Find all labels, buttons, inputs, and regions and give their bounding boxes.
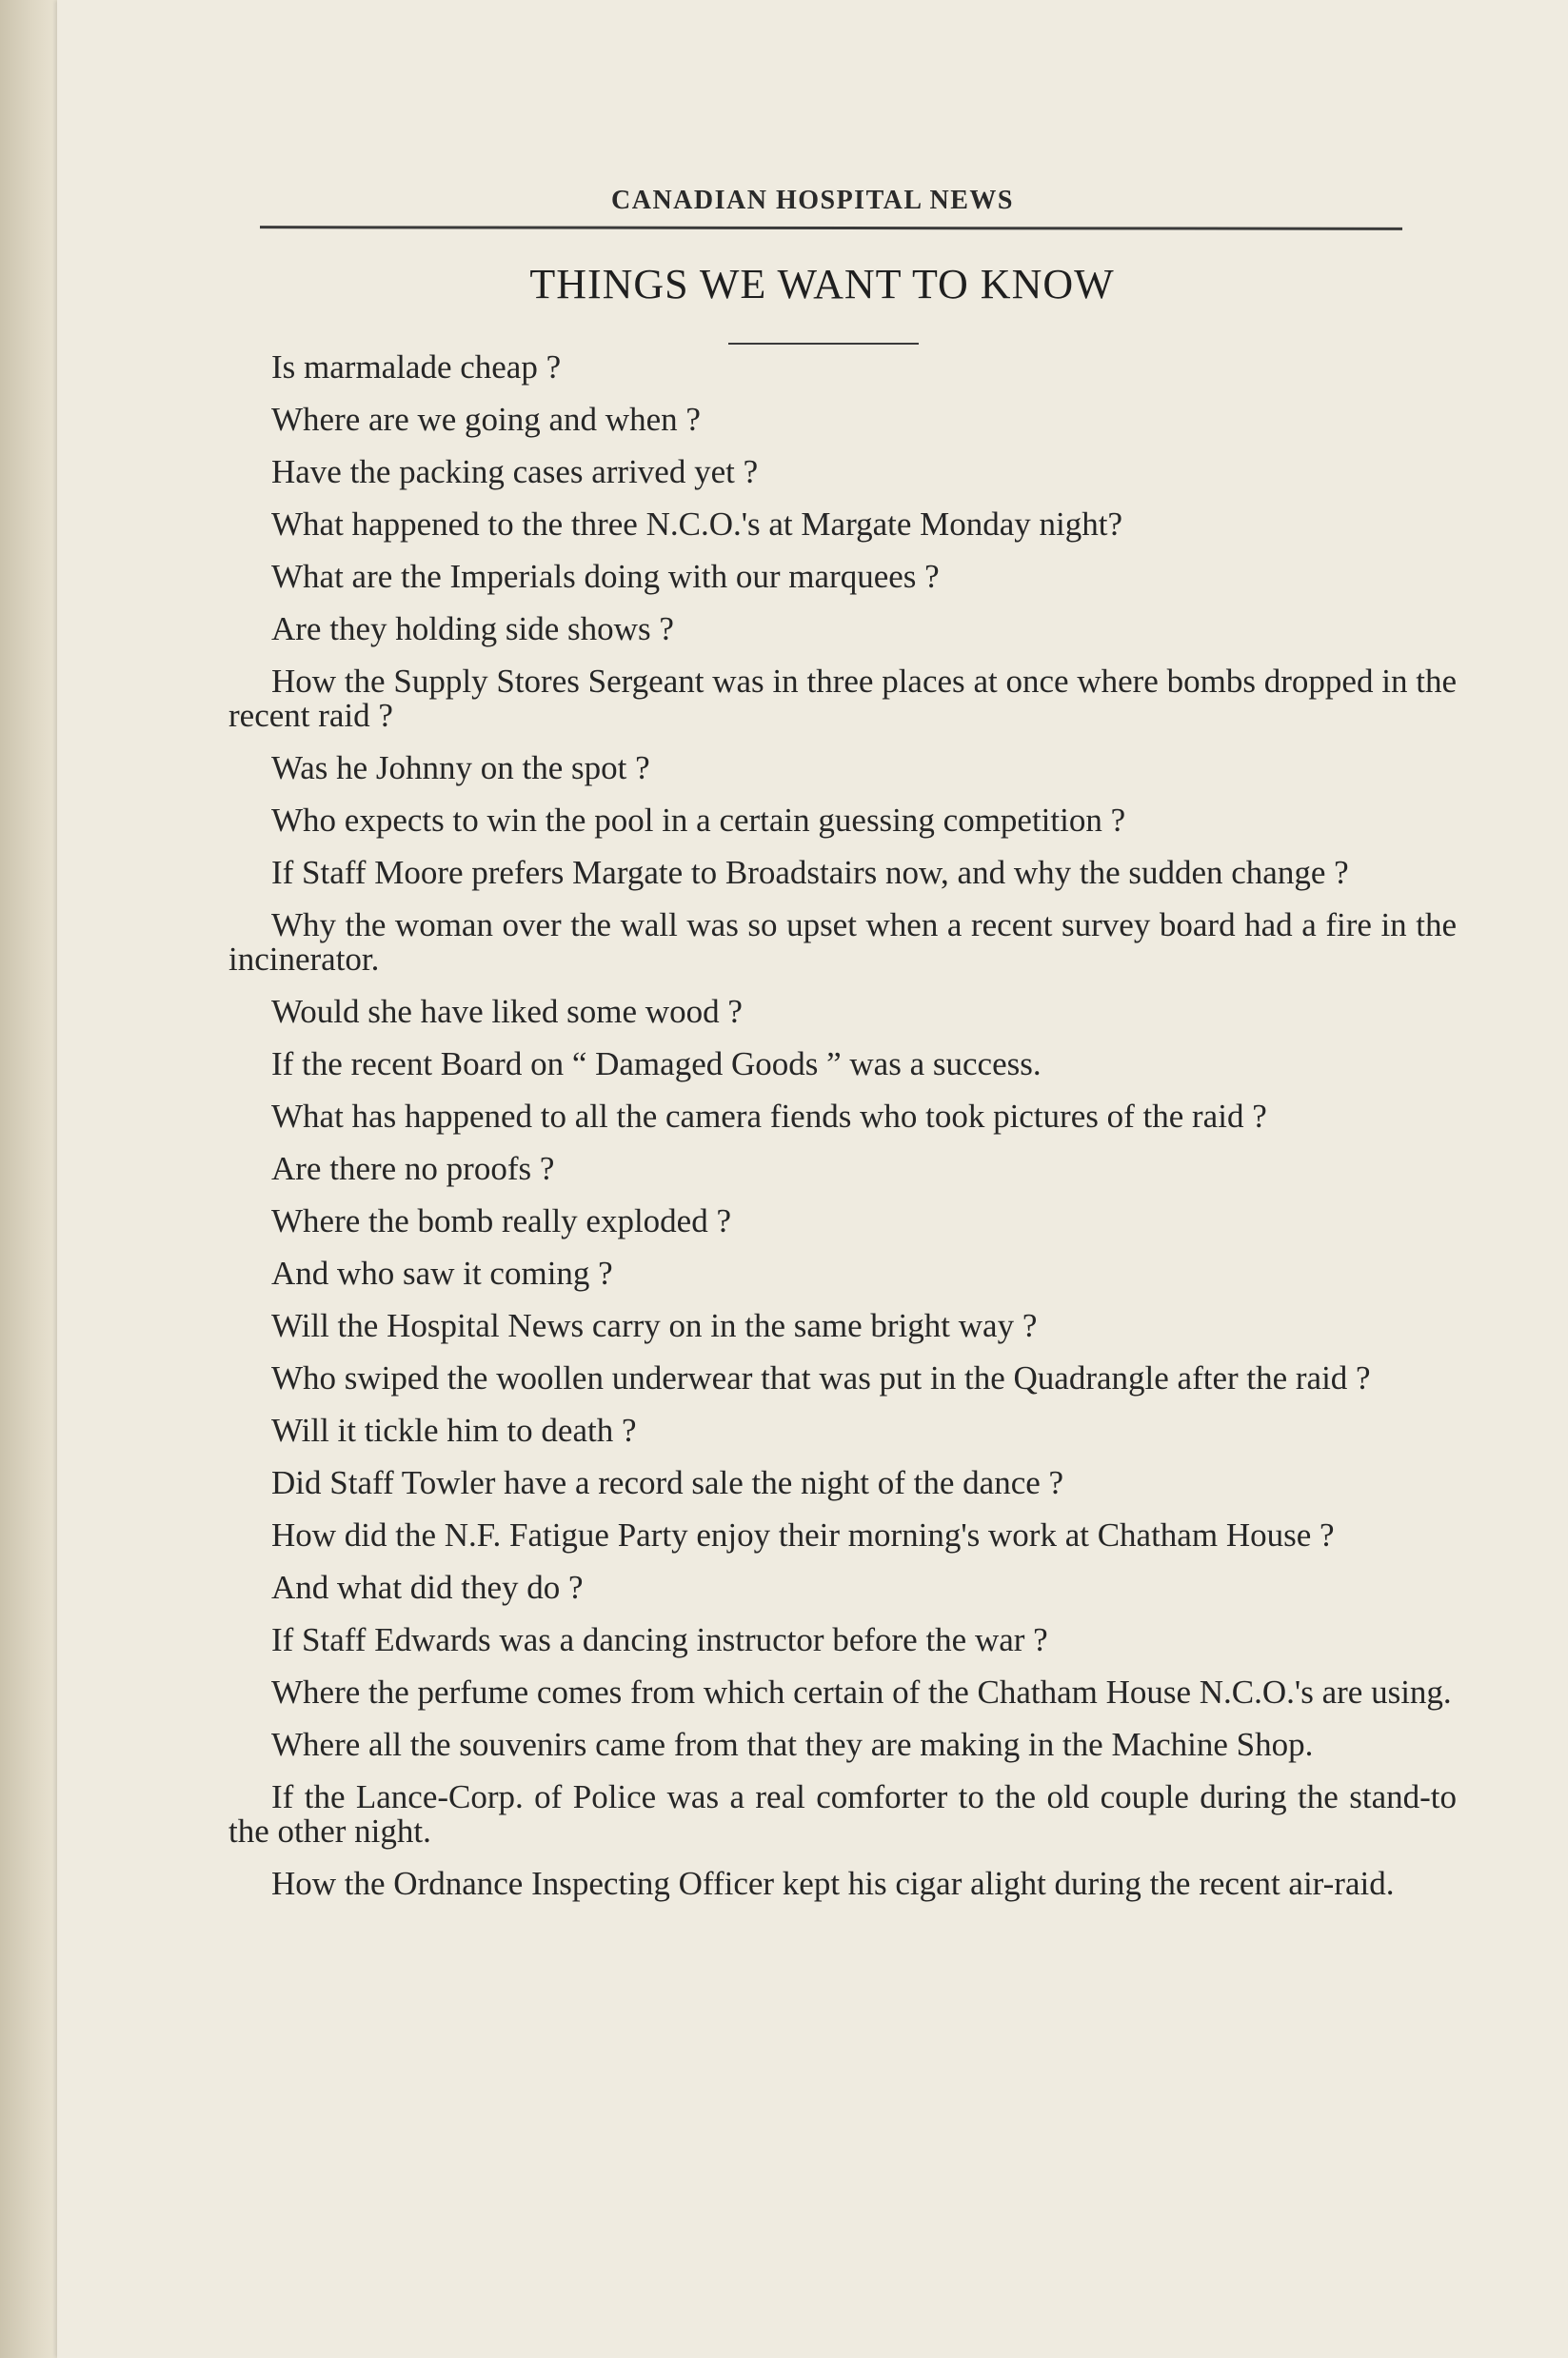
question-item: Where are we going and when ?: [271, 401, 701, 438]
question-item: Who expects to win the pool in a certain guessing competition ?: [271, 802, 1126, 839]
question-item: Why the woman over the wall was so upset when a recent survey board had a fire in the incinerator.: [228, 906, 1457, 978]
header-rule: [260, 226, 1402, 230]
question-item: What are the Imperials doing with our marquees ?: [271, 558, 940, 595]
question-item: If Staff Edwards was a dancing instructor before the war ?: [271, 1621, 1048, 1658]
question-item: Would she have liked some wood ?: [271, 993, 743, 1030]
question-item: Will the Hospital News carry on in the same bright way ?: [271, 1307, 1038, 1344]
article-body: [228, 350, 1457, 1919]
question-item: How the Ordnance Inspecting Officer kept his cigar alight during the recent air-raid.: [271, 1865, 1395, 1902]
question-item: If the Lance-Corp. of Police was a real comforter to the old couple during the stand-to the other night.: [228, 1778, 1457, 1850]
question-item: Where the bomb really exploded ?: [271, 1202, 731, 1239]
question-item: How did the N.F. Fatigue Party enjoy their morning's work at Chatham House ?: [271, 1516, 1335, 1554]
question-item: And who saw it coming ?: [271, 1255, 613, 1292]
question-item: Did Staff Towler have a record sale the night of the dance ?: [271, 1464, 1064, 1501]
question-item: If Staff Moore prefers Margate to Broadstairs now, and why the sudden change ?: [271, 854, 1349, 891]
question-item: What happened to the three N.C.O.'s at Margate Monday night?: [271, 505, 1123, 543]
title-rule: [728, 343, 919, 345]
question-item: If the recent Board on “ Damaged Goods ” was a success.: [271, 1045, 1042, 1082]
question-item: Have the packing cases arrived yet ?: [271, 453, 759, 490]
question-item: Where all the souvenirs came from that they are making in the Machine Shop.: [271, 1726, 1314, 1763]
question-item: Who swiped the woollen underwear that was put in the Quadrangle after the raid ?: [271, 1359, 1371, 1397]
question-item: Was he Johnny on the spot ?: [271, 749, 650, 786]
question-item: Where the perfume comes from which certain of the Chatham House N.C.O.'s are using.: [271, 1674, 1452, 1711]
page-edge: [0, 0, 57, 2358]
question-item: And what did they do ?: [271, 1569, 584, 1606]
question-item: Will it tickle him to death ?: [271, 1412, 637, 1449]
question-item: Is marmalade cheap ?: [271, 348, 562, 386]
page: [57, 0, 1568, 2358]
running-head: CANADIAN HOSPITAL NEWS: [611, 186, 1014, 215]
article-title: THINGS WE WANT TO KNOW: [529, 261, 1115, 307]
question-item: Are they holding side shows ?: [271, 610, 674, 647]
question-item: Are there no proofs ?: [271, 1150, 555, 1187]
question-item: How the Supply Stores Sergeant was in three places at once where bombs dropped in the recent raid ?: [228, 663, 1457, 734]
question-item: What has happened to all the camera fiends who took pictures of the raid ?: [271, 1098, 1267, 1135]
